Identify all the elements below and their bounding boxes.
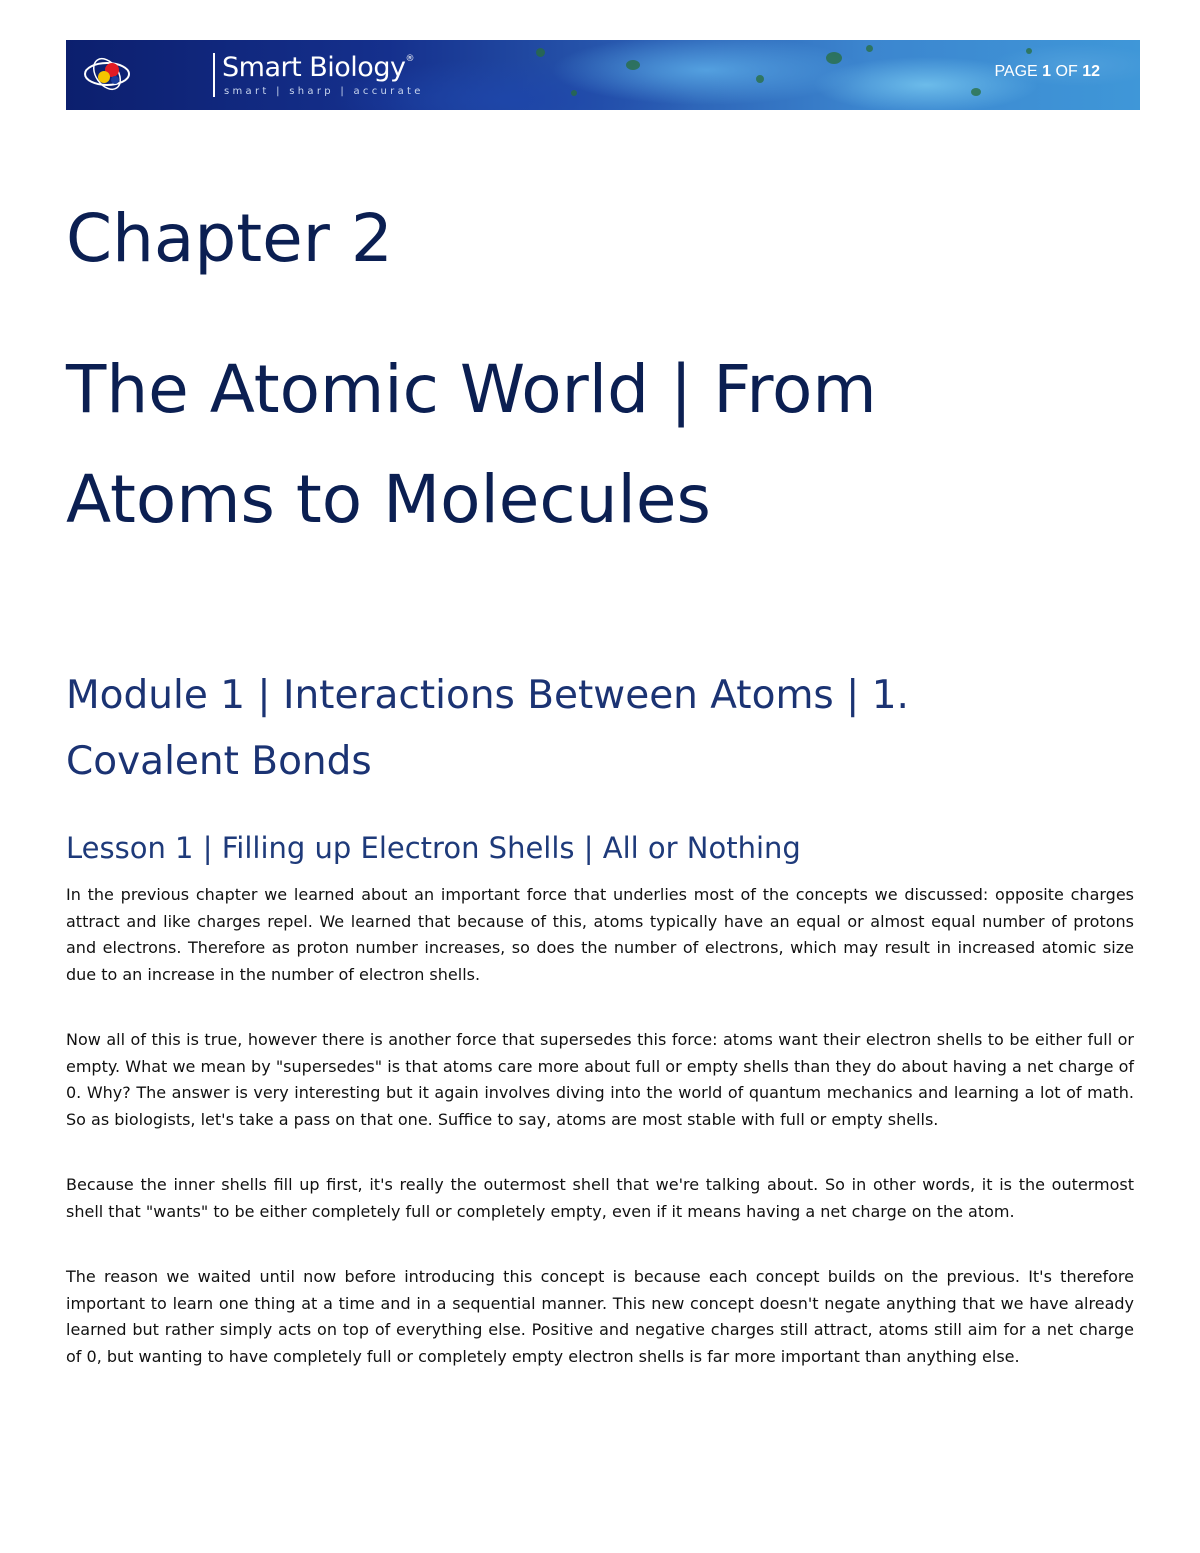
header-banner (66, 40, 1140, 110)
module-heading (66, 663, 1134, 795)
document-body (66, 180, 1134, 1370)
banner-speck (571, 90, 577, 96)
banner-speck (1026, 48, 1032, 54)
paragraph: The reason we waited until now before introducing this concept is because each concept builds on the previous. It's therefore important to learn one thing at a time and in a sequential manner. This new concept doesn't negate anything that we have already learned but rather simply acts on top of everything else. Positive and negative charges still attract, atoms still aim for a net charge of 0, but wanting to have completely full or completely empty electron shells is far more important than anything else. (66, 1267, 1134, 1366)
logo-tagline: smart | sharp | accurate (224, 86, 424, 97)
paragraph: In the previous chapter we learned about an important force that underlies most of the concepts we discussed: opposite charges attract and like charges repel. We learned that because of this, atoms typically have an equal or almost equal number of protons and electrons. Therefore as proton number increases, so does the number of electrons, which may result in increased atomic size due to an increase in the number of electron shells. (66, 885, 1134, 984)
banner-speck (971, 88, 981, 96)
atom-logo-icon (82, 53, 132, 95)
chapter-heading: Chapter 2 (66, 200, 393, 277)
chapter-title-line: Atoms to Molecules (66, 461, 711, 538)
banner-speck (626, 60, 640, 70)
module-heading-line: Covalent Bonds (66, 739, 372, 784)
chapter-title (66, 335, 1134, 555)
banner-speck (756, 75, 764, 83)
chapter-title-line: The Atomic World | From (66, 351, 877, 428)
paragraph: Because the inner shells fill up first, it's really the outermost shell that we're talking about. So in other words, it is the outermost shell that "wants" to be either completely full or completely empty, even if it means having a net charge on the atom. (66, 1175, 1134, 1221)
logo-divider (213, 53, 215, 97)
page-indicator: PAGE 1 OF 12 (994, 63, 1100, 80)
body-text (66, 882, 1134, 1370)
paragraph: Now all of this is true, however there is another force that supersedes this force: atoms want their electron shells to be either full or empty. What we mean by "supersedes" is that atoms care more about full or empty shells than they do about having a net charge of 0. Why? The answer is very interesting but it again involves diving into the world of quantum mechanics and learning a lot of math. So as biologists, let's take a pass on that one. Suffice to say, atoms are most stable with full or empty shells. (66, 1030, 1134, 1129)
module-heading-line: Module 1 | Interactions Between Atoms | 1. (66, 673, 909, 718)
banner-speck (826, 52, 842, 64)
banner-speck (536, 48, 545, 57)
banner-speck (866, 45, 873, 52)
lesson-heading: Lesson 1 | Filling up Electron Shells | All or Nothing (66, 831, 801, 865)
logo-name: Smart Biology® (222, 52, 414, 83)
